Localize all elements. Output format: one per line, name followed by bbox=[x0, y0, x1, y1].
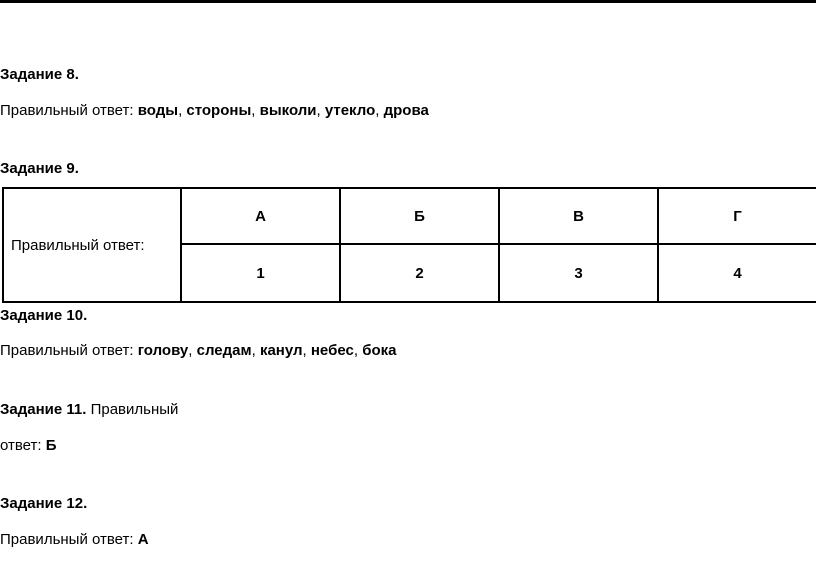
table-header-row bbox=[3, 188, 816, 244]
task10-answer-label: Правильный ответ: bbox=[0, 342, 138, 359]
task8-answer-word: дрова bbox=[383, 102, 429, 119]
table-header-cell: Г bbox=[658, 188, 816, 244]
task10-answer-word: бока bbox=[362, 342, 397, 359]
task8-title: Задание 8. bbox=[0, 66, 79, 83]
table-header-cell: Б bbox=[340, 188, 499, 244]
task11-answer: Б bbox=[45, 437, 57, 454]
task8-answer-label: Правильный ответ: bbox=[0, 102, 138, 119]
task8-answer-word: выколи bbox=[259, 102, 317, 119]
task9-answer-table bbox=[2, 187, 816, 303]
task10-answer-line: Правильный ответ: голову, следам, канул, небес, бока bbox=[0, 342, 397, 359]
task11-title-line bbox=[0, 401, 178, 419]
task12-answer-line bbox=[0, 531, 149, 549]
task11-answer-label-part1: Правильный bbox=[86, 401, 179, 418]
table-value-cell: 3 bbox=[499, 244, 658, 302]
task8-answer-word: утекло bbox=[324, 102, 376, 119]
task12-answer-label: Правильный ответ: bbox=[0, 531, 138, 548]
task11-title: Задание 11. bbox=[0, 401, 87, 418]
task10-answer-word: небес bbox=[310, 342, 354, 359]
task10-answer-word: следам bbox=[196, 342, 252, 359]
table-value-cell: 2 bbox=[340, 244, 499, 302]
table-header-cell: А bbox=[181, 188, 340, 244]
table-value-cell: 1 bbox=[181, 244, 340, 302]
task12-title: Задание 12. bbox=[0, 495, 88, 512]
task11-answer-label-part2: ответ: bbox=[0, 437, 46, 454]
task10-title: Задание 10. bbox=[0, 307, 88, 324]
task8-answer-word: стороны bbox=[186, 102, 252, 119]
task10-answer-word: голову bbox=[137, 342, 189, 359]
table-value-cell: 4 bbox=[658, 244, 816, 302]
table-header-cell: В bbox=[499, 188, 658, 244]
task9-answer-label: Правильный ответ: bbox=[3, 188, 181, 302]
task8-answer-line: Правильный ответ: воды, стороны, выколи, утекло, дрова bbox=[0, 102, 429, 119]
task10-answer-word: канул bbox=[259, 342, 303, 359]
task12-answer: А bbox=[137, 531, 149, 548]
task11-answer-line bbox=[0, 437, 57, 455]
task9-title: Задание 9. bbox=[0, 160, 79, 177]
top-rule bbox=[0, 0, 816, 3]
task8-answer-word: воды bbox=[137, 102, 179, 119]
